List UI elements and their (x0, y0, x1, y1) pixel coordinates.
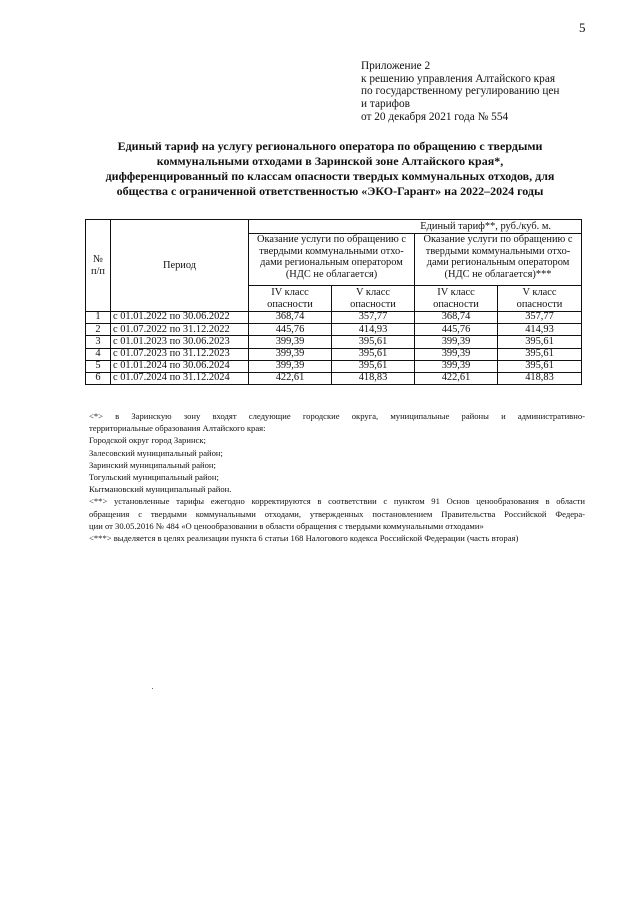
cell-value: 395,61 (332, 336, 415, 348)
area-item: Городской округ город Заринск; (89, 435, 206, 446)
cell-number: 4 (86, 348, 111, 360)
document-title (70, 139, 590, 199)
cell-period: с 01.07.2023 по 31.12.2023 (111, 348, 249, 360)
cell-value: 368,74 (415, 312, 498, 324)
appendix-line: к решению управления Алтайского края (361, 72, 556, 85)
title-line: Единый тариф на услугу регионального оператора по обращению с твердыми (117, 139, 543, 153)
area-item: Кытмановский муниципальный район. (89, 484, 232, 495)
cell-value: 357,77 (498, 312, 582, 324)
cell-value: 418,83 (498, 372, 582, 384)
cell-value: 399,39 (415, 348, 498, 360)
tariff-table (85, 219, 582, 385)
header-class-iv: IV класс опасности (249, 286, 332, 312)
cell-value: 422,61 (249, 372, 332, 384)
cell-period: с 01.01.2023 по 30.06.2023 (111, 336, 249, 348)
cell-number: 3 (86, 336, 111, 348)
footnote-1-line: территориальные образования Алтайского края: (89, 423, 266, 434)
footnotes (89, 410, 585, 544)
cell-value: 395,61 (498, 348, 582, 360)
footnote-3: <***> выделяется в целях реализации пункта 6 статьи 168 Налогового кодекса Российской Федерации (часть вторая) (89, 533, 519, 544)
footnote-2-line: ции от 30.05.2016 № 484 «О ценообразовании в области обращения с твердыми коммунальными отходами» (89, 520, 484, 531)
table-row (86, 336, 582, 348)
cell-number: 6 (86, 372, 111, 384)
header-number: № п/п (86, 220, 111, 312)
appendix-line: и тарифов (361, 98, 410, 111)
cell-period: с 01.01.2024 по 30.06.2024 (111, 360, 249, 372)
area-item: Заринский муниципальный район; (89, 459, 216, 470)
appendix-line: от 20 декабря 2021 года № 554 (361, 110, 509, 123)
cell-value: 399,39 (249, 348, 332, 360)
table-row (86, 324, 582, 336)
cell-value: 399,39 (415, 336, 498, 348)
footnote-2-line: <**> установленные тарифы ежегодно корректируются в соответствии с пунктом 91 Основ ценообразования в области (89, 496, 585, 507)
cell-value: 395,61 (332, 348, 415, 360)
title-line: дифференцированный по классам опасности твердых коммунальных отходов, для (105, 169, 555, 183)
cell-value: 414,93 (332, 324, 415, 336)
cell-period: с 01.01.2022 по 30.06.2022 (111, 312, 249, 324)
appendix-line: по государственному регулированию цен (361, 85, 560, 98)
header-class-iv: IV класс опасности (415, 286, 498, 312)
cell-value: 395,61 (498, 360, 582, 372)
table-row (86, 360, 582, 372)
table-row (86, 372, 582, 384)
appendix-line: Приложение 2 (361, 60, 431, 72)
title-line: общества с ограниченной ответственностью «ЭКО-Гарант» на 2022–2024 годы (116, 184, 544, 198)
table-row (86, 348, 582, 360)
table-row (86, 312, 582, 324)
cell-value: 445,76 (415, 324, 498, 336)
cell-value: 445,76 (249, 324, 332, 336)
cell-value: 399,39 (249, 336, 332, 348)
header-class-v: V класс опасности (332, 286, 415, 312)
cell-value: 414,93 (498, 324, 582, 336)
cell-period: с 01.07.2024 по 31.12.2024 (111, 372, 249, 384)
cell-value: 395,61 (332, 360, 415, 372)
cell-value: 368,74 (249, 312, 332, 324)
header-unified-tariff: Единый тариф**, руб./куб. м. (249, 220, 582, 234)
cell-number: 5 (86, 360, 111, 372)
cell-value: 395,61 (498, 336, 582, 348)
cell-value: 418,83 (332, 372, 415, 384)
header-period: Период (111, 220, 249, 312)
cell-value: 399,39 (249, 360, 332, 372)
header-class-v: V класс опасности (498, 286, 582, 312)
cell-value: 357,77 (332, 312, 415, 324)
appendix-header (361, 60, 601, 124)
cell-period: с 01.07.2022 по 31.12.2022 (111, 324, 249, 336)
header-group-vat: Оказание услуги по обращению с твердыми коммунальными отхо- дами региональным оператором (НДС не облагается)*** (415, 234, 582, 286)
title-line: коммунальными отходами в Заринской зоне Алтайского края*, (156, 154, 504, 168)
footnote-2-line: обращения с твердыми коммунальными отходами, утвержденных постановлением Правительства Российской Федера- (89, 508, 585, 519)
scan-speck (152, 688, 153, 689)
page-number: 5 (579, 20, 586, 35)
footnote-1-line: <*> в Заринскую зону входят следующие городские округа, муниципальные районы и административно- (89, 411, 585, 421)
area-item: Тогульский муниципальный район; (89, 472, 219, 483)
header-group-no-vat: Оказание услуги по обращению с твердыми коммунальными отхо- дами региональным оператором (НДС не облагается) (249, 234, 415, 286)
cell-value: 422,61 (415, 372, 498, 384)
cell-value: 399,39 (415, 360, 498, 372)
area-item: Залесовский муниципальный район; (89, 447, 223, 458)
cell-number: 1 (86, 312, 111, 324)
cell-number: 2 (86, 324, 111, 336)
